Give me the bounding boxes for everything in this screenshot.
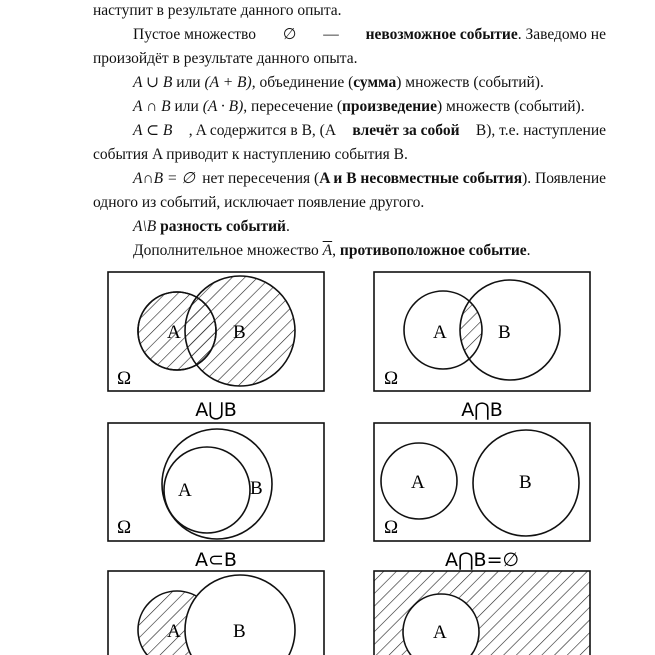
formula-difference: A\B — [133, 218, 157, 235]
text-fragment: . Заведомо не — [517, 26, 606, 43]
caption-intersection: A⋂B — [461, 399, 503, 421]
formula-subset: A ⊂ B — [133, 122, 173, 139]
term-complement: противоположное событие — [339, 242, 527, 259]
label-b: B — [233, 621, 246, 642]
omega-label: Ω — [117, 517, 132, 538]
text-fragment: ) множеств (событий). — [396, 74, 544, 91]
formula-product: (A · B) — [202, 98, 244, 115]
text-fragment: , пересечение ( — [243, 98, 342, 115]
venn-disjoint — [374, 423, 590, 541]
omega-label: Ω — [384, 368, 399, 389]
text-fragment: ) множеств (событий). — [436, 98, 585, 115]
formula-disjoint: A∩B = ∅ — [133, 170, 195, 187]
term-impossible-event: невозможное событие — [365, 26, 518, 43]
text-fragment: . — [526, 242, 531, 259]
omega-label: Ω — [384, 517, 399, 538]
formula-union: A ∪ B — [133, 74, 173, 91]
text-line-9: одного из событий, исключает появление другого. — [93, 194, 425, 211]
caption-disjoint: A⋂B=∅ — [444, 549, 520, 571]
venn-union — [108, 272, 324, 391]
text-fragment: Пустое множество — [133, 26, 256, 43]
label-b: B — [250, 478, 263, 499]
formula-intersection: A ∩ B — [133, 98, 171, 115]
label-a: A — [433, 322, 447, 343]
text-fragment: , — [332, 242, 340, 259]
text-fragment: , объединение ( — [251, 74, 354, 91]
text-fragment: Дополнительное множество — [133, 242, 319, 259]
formula-sum: (A + B) — [204, 74, 252, 91]
set-a-circle — [164, 447, 250, 533]
text-line-7: события A приводит к наступлению события B. — [93, 146, 408, 163]
term-implies: влечёт за собой — [352, 122, 460, 139]
caption-union: A⋃B — [195, 399, 237, 421]
set-b-circle — [185, 575, 295, 655]
label-a: A — [167, 322, 181, 343]
text-fragment: или — [176, 74, 201, 91]
text-fragment: B), т.е. наступление — [475, 122, 606, 139]
venn-subset — [108, 423, 324, 541]
text-line-1: наступит в результате данного опыта. — [93, 2, 342, 19]
label-a: A — [178, 480, 192, 501]
venn-intersection — [374, 272, 590, 391]
text-fragment: . — [285, 218, 290, 235]
text-fragment: ). Появление — [522, 170, 606, 187]
label-b: B — [233, 322, 246, 343]
caption-subset: A⊂B — [195, 549, 237, 571]
empty-set-symbol: ∅ — [282, 26, 297, 43]
formula-complement: $\overline{A}$ — [322, 242, 333, 259]
term-sum: сумма — [353, 74, 397, 91]
text-line-3: произойдёт в результате данного опыта. — [93, 50, 358, 67]
label-b: B — [498, 322, 511, 343]
text-fragment: нет пересечения ( — [202, 170, 320, 187]
label-a: A — [167, 621, 181, 642]
term-mutually-exclusive: A и B несовместные события — [319, 170, 523, 187]
label-a: A — [433, 622, 447, 643]
text-fragment: , A содержится в B, (A — [188, 122, 337, 139]
label-a: A — [411, 472, 425, 493]
omega-label: Ω — [117, 368, 132, 389]
label-b: B — [519, 472, 532, 493]
venn-complement — [374, 571, 590, 655]
universe-rect — [108, 423, 324, 541]
venn-difference — [108, 571, 324, 655]
text-fragment: или — [174, 98, 199, 115]
term-difference: разность событий — [160, 218, 286, 235]
text-fragment: — — [323, 26, 339, 43]
term-product: произведение — [341, 98, 437, 115]
